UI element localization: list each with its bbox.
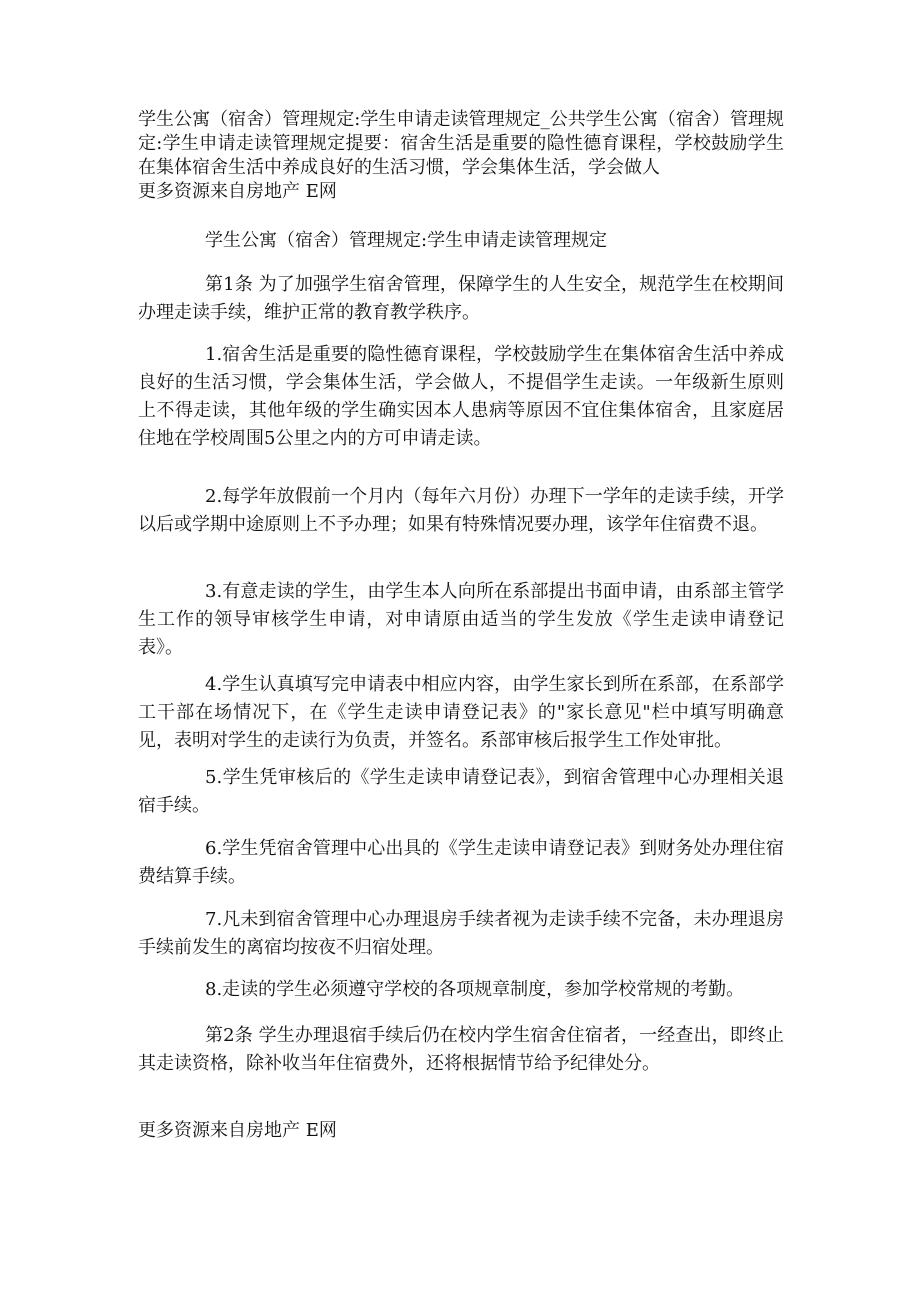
clause-4: 4.学生认真填写完申请表中相应内容，由学生家长到所在系部，在系部学工干部在场情况下，在《学生走读申请登记表》的"家长意见"栏中填写明确意见，表明对学生的走读行为负责，并签名。系部审核后报学生工作处审批。 [138,674,784,751]
article-2: 第2条 学生办理退宿手续后仍在校内学生宿舍住宿者，一经查出，即终止其走读资格，除补收当年住宿费外，还将根据情节给予纪律处分。 [138,1025,784,1074]
intro-source: 更多资源来自房地产 E网 [138,181,337,202]
clause-2: 2.每学年放假前一个月内（每年六月份）办理下一学年的走读手续，开学以后或学期中途原则上不予办理；如果有特殊情况要办理，该学年住宿费不退。 [138,486,784,535]
article-1: 第1条 为了加强学生宿舍管理，保障学生的人生安全，规范学生在校期间办理走读手续，维护正常的教育教学秩序。 [138,274,784,323]
clause-3: 3.有意走读的学生，由学生本人向所在系部提出书面申请，由系部主管学生工作的领导审核学生申请，对申请原由适当的学生发放《学生走读申请登记表》。 [138,581,784,658]
clause-8: 8.走读的学生必须遵守学校的各项规章制度，参加学校常规的考勤。 [205,979,745,1000]
clause-7: 7.凡未到宿舍管理中心办理退房手续者视为走读手续不完备，未办理退房手续前发生的离宿均按夜不归宿处理。 [138,909,784,958]
footer-source: 更多资源来自房地产 E网 [138,1120,337,1141]
clause-6: 6.学生凭宿舍管理中心出具的《学生走读申请登记表》到财务处办理住宿费结算手续。 [138,838,784,887]
document-title: 学生公寓（宿舍）管理规定:学生申请走读管理规定 [205,230,608,251]
clause-5: 5.学生凭审核后的《学生走读申请登记表》，到宿舍管理中心办理相关退宿手续。 [138,767,784,816]
clause-1: 1.宿舍生活是重要的隐性德育课程，学校鼓励学生在集体宿舍生活中养成良好的生活习惯，学会集体生活，学会做人，不提倡学生走读。一年级新生原则上不得走读，其他年级的学生确实因本人患病等原因不宜住集体宿舍，且家庭居住地在学校周围5公里之内的方可申请走读。 [138,344,784,449]
intro-summary: 学生公寓（宿舍）管理规定:学生申请走读管理规定_公共学生公寓（宿舍）管理规定:学生申请走读管理规定提要：宿舍生活是重要的隐性德育课程，学校鼓励学生在集体宿舍生活中养成良好的生活习惯，学会集体生活，学会做人 [138,109,784,178]
intro-block [138,108,784,204]
